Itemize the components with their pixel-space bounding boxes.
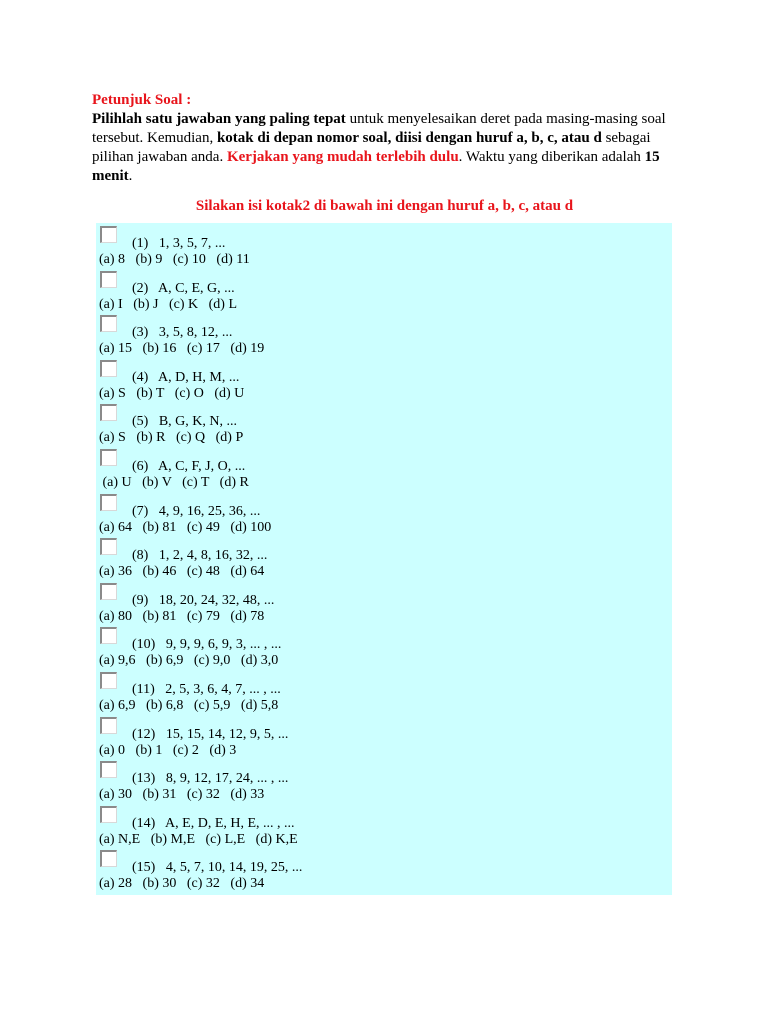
answer-box[interactable]: [100, 583, 117, 600]
question-stem: (9) 18, 20, 24, 32, 48, ...: [132, 592, 275, 608]
question-stem: (4) A, D, H, M, ...: [132, 369, 240, 385]
time-limit: 15 menit: [92, 149, 660, 184]
question-item: [96, 758, 672, 802]
question-options: (a) U (b) V (c) T (d) R: [99, 475, 249, 490]
question-stem: (12) 15, 15, 14, 12, 9, 5, ...: [132, 726, 289, 742]
answer-box[interactable]: [100, 494, 117, 511]
question-options: (a) 8 (b) 9 (c) 10 (d) 11: [99, 252, 250, 267]
question-options: (a) 6,9 (b) 6,8 (c) 5,9 (d) 5,8: [99, 698, 279, 713]
question-item: [96, 714, 672, 758]
instruction-text-1: untuk menyelesaikan deret pada masing-masing soal tersebut. Kemudian,: [92, 111, 666, 146]
question-stem: (14) A, E, D, E, H, E, ... , ...: [132, 815, 295, 831]
answer-box[interactable]: [100, 850, 117, 867]
question-item: [96, 669, 672, 713]
question-options: (a) N,E (b) M,E (c) L,E (d) K,E: [99, 831, 298, 847]
question-stem: (3) 3, 5, 8, 12, ...: [132, 325, 233, 341]
instructions-block: [92, 90, 682, 186]
question-options: (a) 9,6 (b) 6,9 (c) 9,0 (d) 3,0: [99, 653, 279, 669]
question-item: [96, 401, 672, 445]
answer-box[interactable]: [100, 538, 117, 555]
question-item: [96, 312, 672, 356]
answer-box[interactable]: [100, 315, 117, 332]
question-stem: (2) A, C, E, G, ...: [132, 280, 235, 296]
question-item: [96, 357, 672, 401]
question-item: [96, 535, 672, 579]
question-item: [96, 491, 672, 535]
instructions-heading: Petunjuk Soal :: [92, 92, 192, 108]
quiz-subtitle: Silakan isi kotak2 di bawah ini dengan huruf a, b, c, atau d: [195, 198, 574, 214]
question-item: [96, 803, 672, 847]
question-item: [96, 223, 672, 267]
question-options: (a) 36 (b) 46 (c) 48 (d) 64: [99, 564, 265, 580]
answer-box[interactable]: [100, 761, 117, 778]
question-options: (a) 30 (b) 31 (c) 32 (d) 33: [99, 787, 265, 803]
question-options: (a) 0 (b) 1 (c) 2 (d) 3: [99, 742, 237, 758]
question-item: [96, 580, 672, 624]
answer-box[interactable]: [100, 672, 117, 689]
question-options: (a) S (b) R (c) Q (d) P: [99, 430, 244, 446]
question-stem: (8) 1, 2, 4, 8, 16, 32, ...: [132, 548, 268, 564]
question-options: (a) 15 (b) 16 (c) 17 (d) 19: [99, 341, 265, 357]
question-stem: (6) A, C, F, J, O, ...: [132, 459, 246, 474]
question-stem: (1) 1, 3, 5, 7, ...: [132, 236, 226, 251]
question-item: [96, 624, 672, 668]
question-stem: (10) 9, 9, 9, 6, 9, 3, ... , ...: [132, 637, 282, 653]
question-options: (a) 80 (b) 81 (c) 79 (d) 78: [99, 608, 265, 624]
instructions-text: [92, 110, 682, 186]
questions-panel: [96, 223, 672, 895]
question-stem: (11) 2, 5, 3, 6, 4, 7, ... , ...: [132, 682, 281, 697]
question-options: (a) S (b) T (c) O (d) U: [99, 385, 245, 401]
question-options: (a) 64 (b) 81 (c) 49 (d) 100: [99, 519, 272, 535]
question-item: [96, 446, 672, 490]
question-options: (a) I (b) J (c) K (d) L: [99, 296, 237, 312]
answer-box[interactable]: [100, 226, 117, 243]
answer-box[interactable]: [100, 717, 117, 734]
answer-box[interactable]: [100, 271, 117, 288]
answer-box[interactable]: [100, 627, 117, 644]
instruction-text-3: . Waktu yang diberikan adalah: [458, 149, 645, 165]
instruction-emphasis: Kerjakan yang mudah terlebih dulu: [226, 149, 459, 165]
instruction-bold-2: kotak di depan nomor soal, diisi dengan huruf a, b, c, atau d: [216, 130, 602, 146]
question-stem: (13) 8, 9, 12, 17, 24, ... , ...: [132, 771, 289, 787]
question-item: [96, 268, 672, 312]
instruction-bold-1: Pilihlah satu jawaban yang paling tepat: [92, 111, 346, 127]
answer-box[interactable]: [100, 449, 117, 466]
question-stem: (5) B, G, K, N, ...: [132, 414, 237, 430]
answer-box[interactable]: [100, 404, 117, 421]
answer-box[interactable]: [100, 360, 117, 377]
question-stem: (15) 4, 5, 7, 10, 14, 19, 25, ...: [132, 860, 303, 876]
instruction-text-4: .: [128, 168, 133, 184]
instruction-text-2: sebagai pilihan jawaban anda.: [92, 130, 651, 165]
question-stem: (7) 4, 9, 16, 25, 36, ...: [132, 503, 261, 519]
question-item: [96, 847, 672, 891]
question-options: (a) 28 (b) 30 (c) 32 (d) 34: [99, 876, 265, 892]
answer-box[interactable]: [100, 806, 117, 823]
